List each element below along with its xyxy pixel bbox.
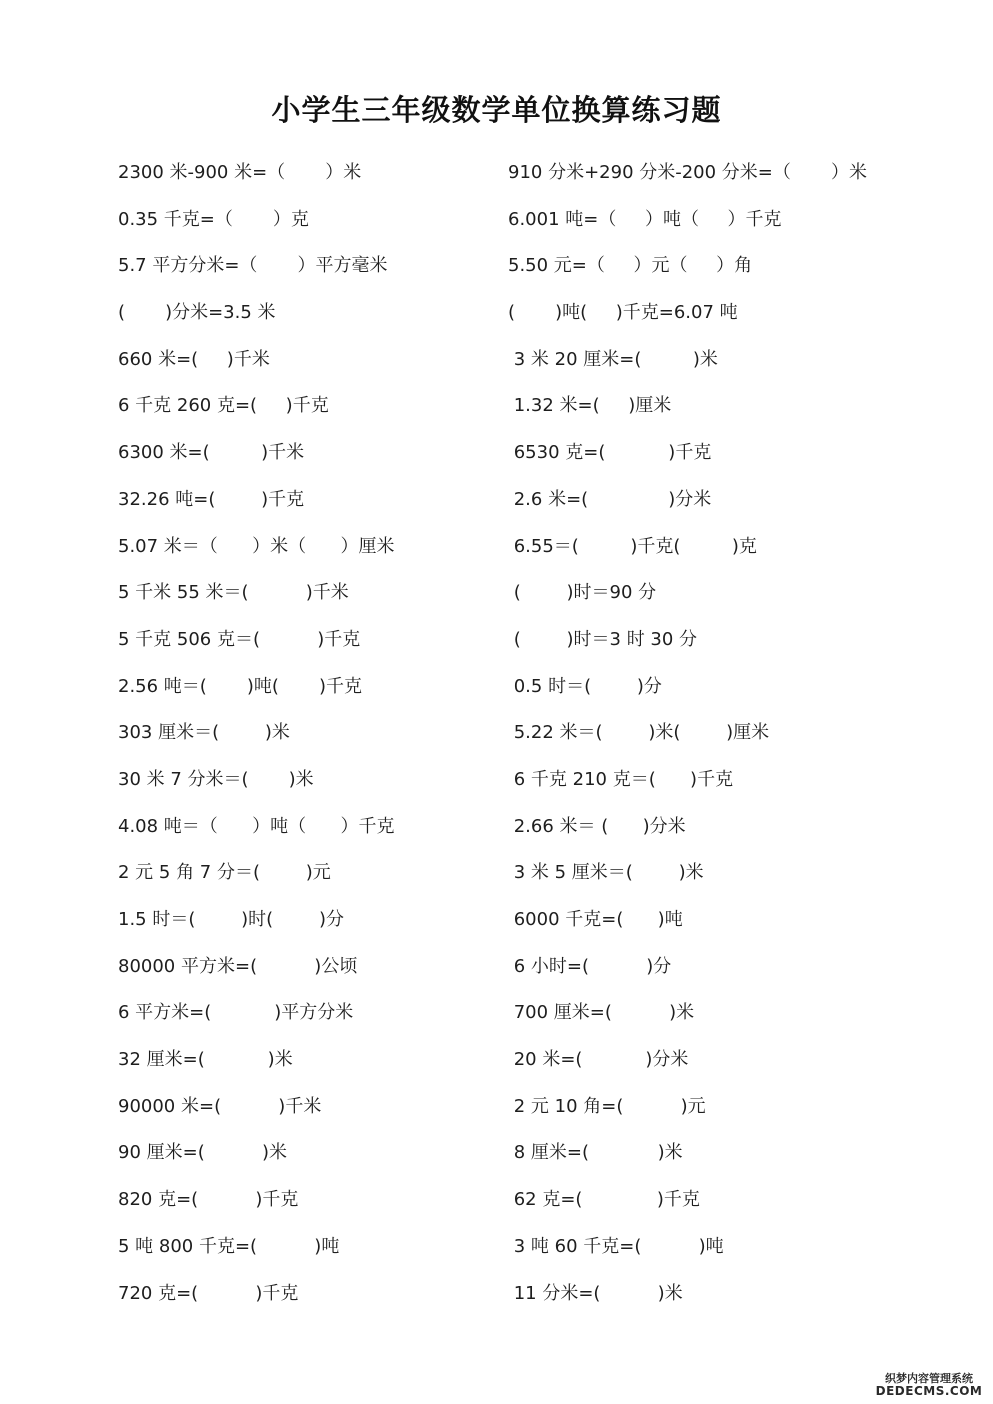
question-item: 6.55＝( )千克( )克 [508, 535, 757, 557]
question-item: 30 米 7 分米＝( )米 [118, 768, 314, 790]
question-item: 3 米 5 厘米＝( )米 [508, 862, 704, 884]
question-item: 5.50 元=（ ）元（ ）角 [508, 255, 753, 277]
question-item: 62 克=( )千克 [508, 1189, 700, 1211]
question-item: 5.7 平方分米=（ ）平方毫米 [118, 255, 388, 277]
right-question-column [508, 150, 948, 1317]
page-title: 小学生三年级数学单位换算练习题 [271, 93, 722, 127]
question-item: 0.35 千克=（ ）克 [118, 208, 309, 230]
question-item: 6300 米=( )千米 [118, 442, 305, 464]
question-item: 8 厘米=( )米 [508, 1142, 683, 1164]
question-item: ( )吨( )千克=6.07 吨 [508, 302, 738, 324]
question-item: 6 平方米=( )平方分米 [118, 1002, 354, 1024]
question-item: 6530 克=( )千克 [508, 442, 712, 464]
watermark-line-en: DEDECMS.COM [875, 1383, 983, 1398]
question-item: 1.32 米=( )厘米 [508, 395, 672, 417]
question-item: 5 千米 55 米＝( )千米 [118, 582, 349, 604]
question-item: 2.66 米＝ ( )分米 [508, 815, 686, 837]
question-item: 1.5 时＝( )时( )分 [118, 909, 344, 930]
question-item: ( )时＝90 分 [508, 582, 657, 604]
question-item: 660 米=( )千米 [118, 348, 270, 370]
question-item: 3 吨 60 千克=( )吨 [508, 1235, 724, 1257]
question-item: ( )分米=3.5 米 [118, 302, 276, 324]
question-item: 6 千克 210 克＝( )千克 [508, 768, 734, 790]
question-item: 910 分米+290 分米-200 分米=（ ）米 [508, 162, 867, 183]
question-item: 90 厘米=( )米 [118, 1142, 287, 1164]
question-item: 5.07 米＝（ ）米（ ）厘米 [118, 535, 395, 557]
question-item: 11 分米=( )米 [508, 1282, 683, 1304]
question-item: 3 米 20 厘米=( )米 [508, 348, 718, 370]
question-item: 2.56 吨＝( )吨( )千克 [118, 675, 362, 697]
watermark-logo [873, 1373, 985, 1398]
question-item: 20 米=( )分米 [508, 1049, 689, 1071]
question-item: 32 厘米=( )米 [118, 1049, 293, 1071]
question-item: 820 克=( )千克 [118, 1189, 299, 1211]
question-item: 90000 米=( )千米 [118, 1095, 322, 1117]
question-item: 5 吨 800 千克=( )吨 [118, 1235, 340, 1257]
question-item: 2 元 10 角=( )元 [508, 1095, 706, 1117]
question-item: 32.26 吨=( )千克 [118, 488, 305, 510]
question-item: 2300 米-900 米=（ ）米 [118, 162, 362, 183]
question-item: ( )时＝3 时 30 分 [508, 628, 698, 650]
question-item: 4.08 吨＝（ ）吨（ ）千克 [118, 815, 395, 837]
question-item: 303 厘米＝( )米 [118, 722, 290, 744]
question-item: 6 小时=( )分 [508, 955, 672, 977]
question-item: 2 元 5 角 7 分＝( )元 [118, 862, 331, 884]
watermark-line-cn: 织梦内容管理系统 [885, 1371, 973, 1385]
left-question-column [118, 150, 498, 1317]
question-item: 0.5 时＝( )分 [508, 675, 662, 697]
question-item: 5 千克 506 克＝( )千克 [118, 628, 361, 650]
question-item: 5.22 米＝( )米( )厘米 [508, 722, 770, 744]
question-item: 2.6 米=( )分米 [508, 488, 712, 510]
question-item: 6000 千克=( )吨 [508, 909, 683, 930]
question-item: 80000 平方米=( )公顷 [118, 955, 358, 977]
question-item: 6 千克 260 克=( )千克 [118, 395, 329, 417]
question-item: 700 厘米=( )米 [508, 1002, 695, 1024]
question-item: 6.001 吨=（ ）吨（ ）千克 [508, 208, 782, 230]
question-item: 720 克=( )千克 [118, 1282, 299, 1304]
